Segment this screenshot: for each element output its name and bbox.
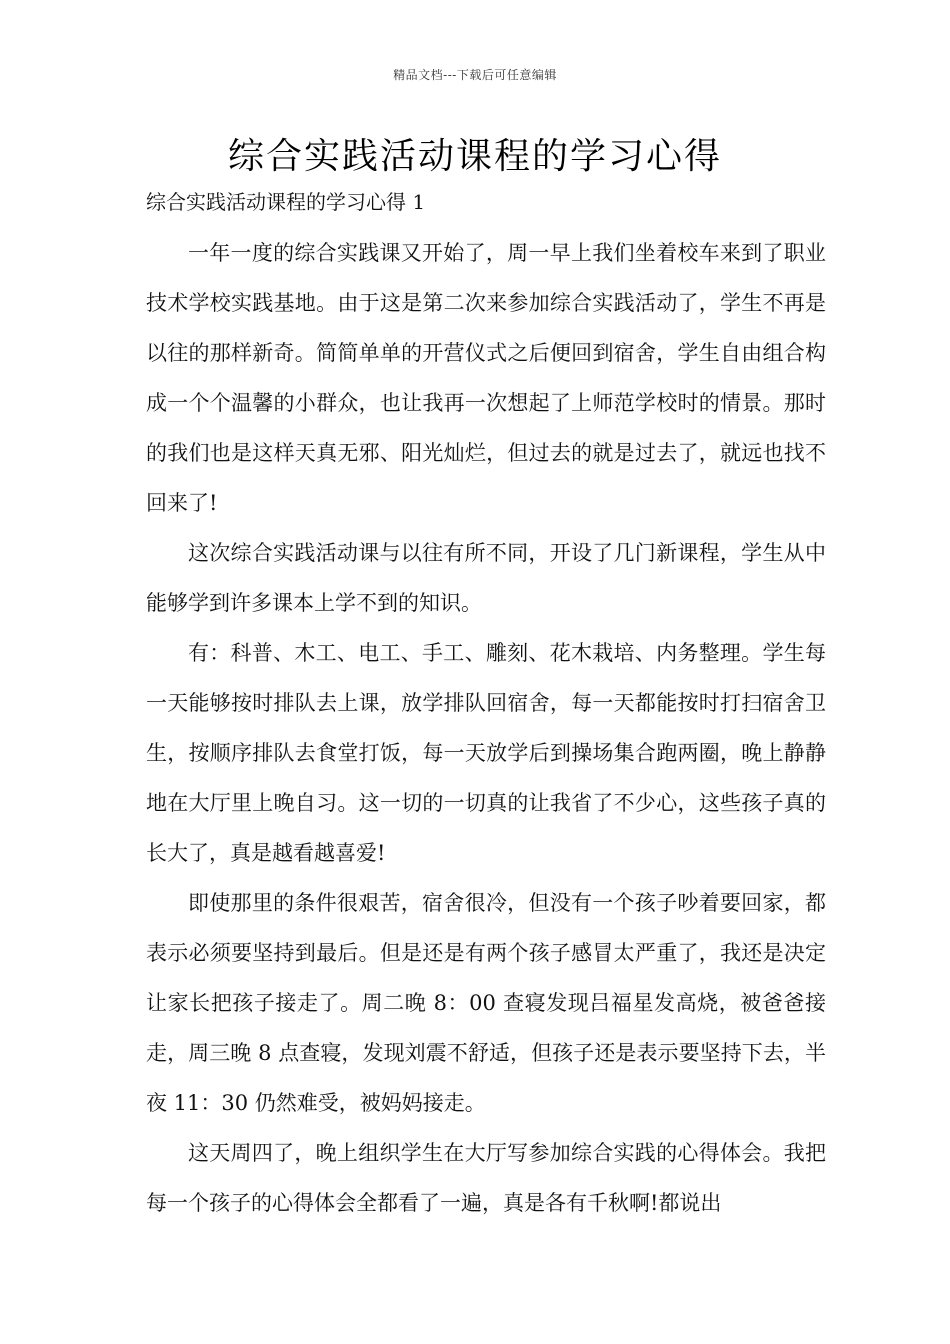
- paragraph: 这次综合实践活动课与以往有所不同，开设了几门新课程，学生从中能够学到许多课本上学不到的知识。: [146, 541, 826, 615]
- document-subtitle: 综合实践活动课程的学习心得 1: [146, 190, 426, 214]
- document-title: 综合实践活动课程的学习心得: [227, 136, 722, 177]
- paragraph: 这天周四了，晚上组织学生在大厅写参加综合实践的心得体会。我把每一个孩子的心得体会全都看了一遍，真是各有千秋啊!都说出: [146, 1141, 826, 1215]
- paragraph: 有：科普、木工、电工、手工、雕刻、花木栽培、内务整理。学生每一天能够按时排队去上课，放学排队回宿舍，每一天都能按时打扫宿舍卫生，按顺序排队去食堂打饭，每一天放学后到操场集合跑两圈，晚上静静地在大厅里上晚自习。这一切的一切真的让我省了不少心，这些孩子真的长大了，真是越看越喜爱!: [146, 641, 826, 865]
- paragraph: 即使那里的条件很艰苦，宿舍很冷，但没有一个孩子吵着要回家，都表示必须要坚持到最后。但是还是有两个孩子感冒太严重了，我还是决定让家长把孩子接走了。周二晚 8：00 查寝发现吕福星发高烧，被爸爸接走，周三晚 8 点查寝，发现刘震不舒适，但孩子还是表示要坚持下去，半夜 11：30 仍然难受，被妈妈接走。: [146, 891, 826, 1115]
- document-body: [146, 228, 826, 1228]
- paragraph: 一年一度的综合实践课又开始了，周一早上我们坐着校车来到了职业技术学校实践基地。由于这是第二次来参加综合实践活动了，学生不再是以往的那样新奇。简简单单的开营仪式之后便回到宿舍，学生自由组合构成一个个温馨的小群众，也让我再一次想起了上师范学校时的情景。那时的我们也是这样天真无邪、阳光灿烂，但过去的就是过去了，就远也找不回来了!: [146, 241, 826, 515]
- page-header: 精品文档---下载后可任意编辑: [393, 68, 557, 82]
